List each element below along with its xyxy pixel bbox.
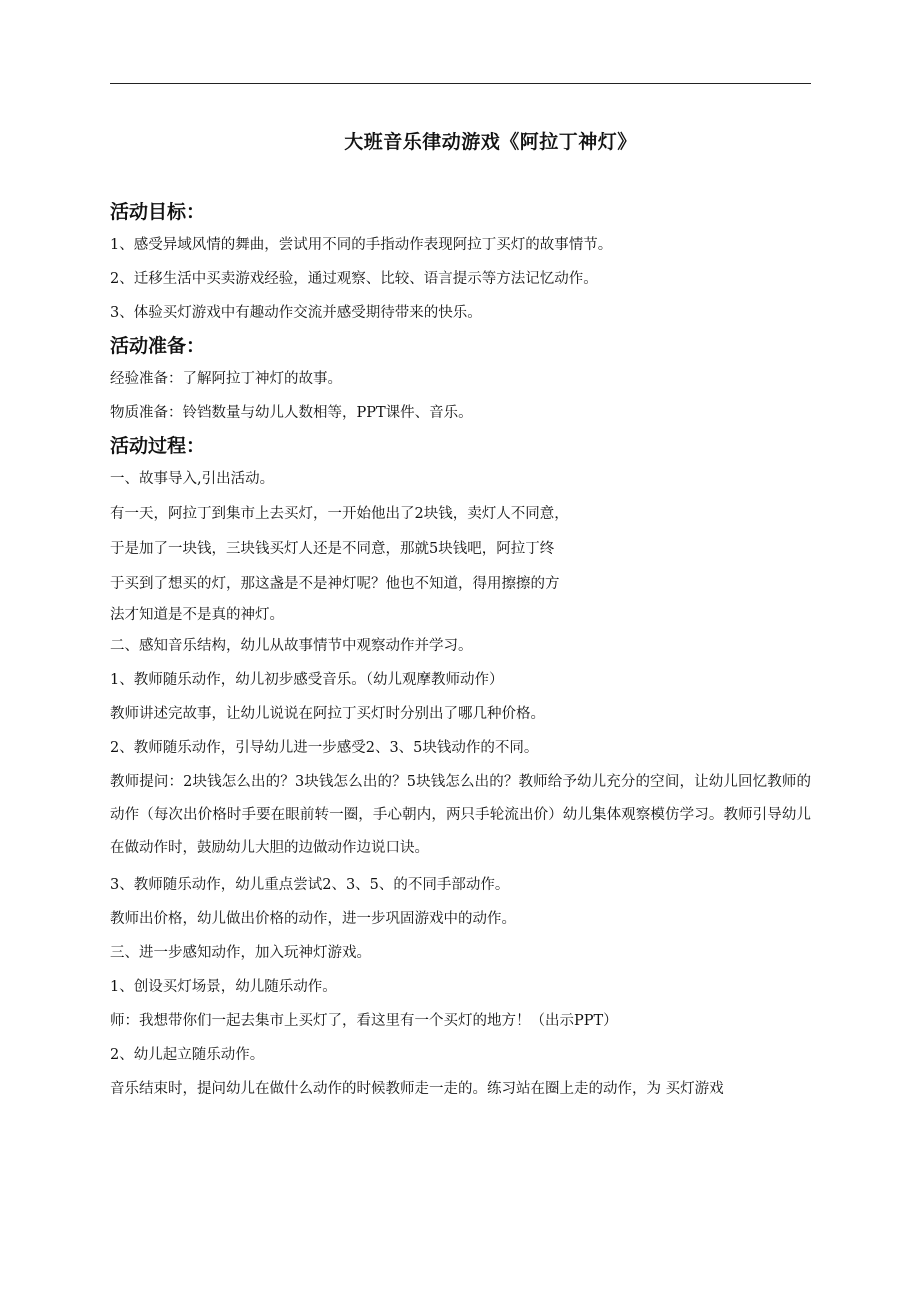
process-line-12: 音乐结束时，提问幼儿在做什么动作的时候教师走一走的。练习站在圈上走的动作，为 买灯游戏 (110, 1081, 724, 1097)
process-line-10: 师：我想带你们一起去集市上买灯了，看这里有一个买灯的地方！（出示PPT） (110, 1013, 618, 1029)
prep-item-experience: 经验准备：了解阿拉丁神灯的故事。 (110, 371, 342, 387)
teacher-question-paragraph: 教师提问：2块钱怎么出的？3块钱怎么出的？5块钱怎么出的？教师给予幼儿充分的空间，让幼儿回忆教师的动作（每次出价格时手要在眼前转一圈，手心朝内，两只手轮流出价）幼儿集体观察模仿学习。教师引导幼儿在做动作时，鼓励幼儿大胆的边做动作边说口诀。 (110, 774, 811, 856)
story-line-4: 法才知道是不是真的神灯。 (110, 607, 284, 623)
process-line-4: 教师讲述完故事，让幼儿说说在阿拉丁买灯时分别出了哪几种价格。 (110, 706, 545, 722)
prep-item-materials: 物质准备：铃铛数量与幼儿人数相等，PPT课件、音乐。 (110, 405, 473, 421)
process-line-9: 1、创设买灯场景，幼儿随乐动作。 (110, 979, 337, 995)
process-line-5: 2、教师随乐动作，引导幼儿进一步感受2、3、5块钱动作的不同。 (110, 740, 539, 756)
story-line-3: 于买到了想买的灯，那这盏是不是神灯呢？他也不知道，得用擦擦的方 (110, 576, 560, 592)
goal-item-1: 1、感受异域风情的舞曲，尝试用不同的手指动作表现阿拉丁买灯的故事情节。 (110, 237, 613, 253)
process-line-11: 2、幼儿起立随乐动作。 (110, 1047, 265, 1063)
process-line-6: 3、教师随乐动作，幼儿重点尝试2、3、5、的不同手部动作。 (110, 877, 510, 893)
process-line-7: 教师出价格，幼儿做出价格的动作，进一步巩固游戏中的动作。 (110, 911, 516, 927)
process-heading: 活动过程： (110, 435, 206, 457)
process-line-8: 三、进一步感知动作，加入玩神灯游戏。 (110, 945, 371, 961)
process-line-1: 一、故事导入,引出活动。 (110, 471, 275, 487)
story-line-2: 于是加了一块钱，三块钱买灯人还是不同意，那就5块钱吧，阿拉丁终 (110, 541, 555, 557)
goal-item-2: 2、迁移生活中买卖游戏经验，通过观察、比较、语言提示等方法记忆动作。 (110, 271, 598, 287)
story-line-1: 有一天，阿拉丁到集市上去买灯，一开始他出了2块钱，卖灯人不同意， (110, 506, 569, 522)
process-line-3: 1、教师随乐动作，幼儿初步感受音乐。（幼儿观摩教师动作） (110, 672, 504, 688)
goals-heading: 活动目标： (110, 201, 206, 223)
document-title: 大班音乐律动游戏《阿拉丁神灯》 (344, 131, 637, 153)
header-rule (110, 83, 811, 84)
prep-heading: 活动准备： (110, 335, 206, 357)
goal-item-3: 3、体验买灯游戏中有趣动作交流并感受期待带来的快乐。 (110, 305, 482, 321)
process-line-2: 二、感知音乐结构，幼儿从故事情节中观察动作并学习。 (110, 638, 473, 654)
